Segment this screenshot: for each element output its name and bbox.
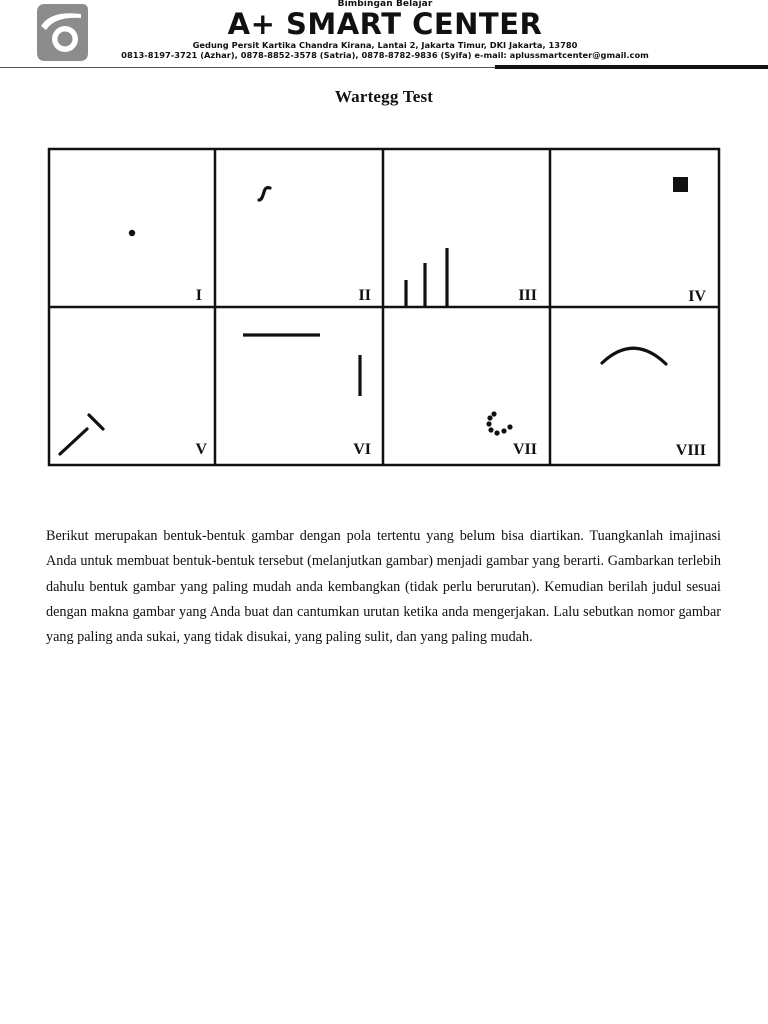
box-numeral: III — [518, 287, 537, 304]
stimulus-curve-dot — [487, 415, 492, 420]
wartegg-box-7 — [486, 411, 537, 458]
stimulus-square — [673, 177, 688, 192]
stimulus-curve-dot — [494, 430, 499, 435]
instructions-paragraph: Berikut merupakan bentuk-bentuk gambar dengan pola tertentu yang belum bisa diartikan. Tuangkanlah imajinasi Anda untuk membuat bentuk-bentuk tersebut (melanjutkan gambar) menjadi gambar yang berarti. Gambarkan terlebih dahulu bentuk gambar yang paling mudah anda kembangkan (tidak perlu berurutan). Kemudian berilah judul sesuai dengan makna gambar yang Anda buat dan cantumkan urutan ketika anda mengerjakan. Lalu sebutkan nomor gambar yang paling anda sukai, yang tidak disukai, yang paling sulit, dan yang paling mudah. — [46, 528, 721, 645]
box-numeral: IV — [688, 288, 706, 305]
box-numeral: VIII — [675, 442, 706, 459]
stimulus-curve-dot — [491, 411, 496, 416]
stimulus-curve-dot — [507, 424, 512, 429]
grid-lines — [49, 149, 719, 465]
wartegg-box-8 — [602, 348, 706, 459]
document-title: Wartegg Test — [334, 87, 434, 106]
wartegg-grid — [47, 147, 721, 467]
stimulus-s-curve — [259, 188, 270, 200]
stimulus-arc — [602, 348, 666, 364]
stimulus-long-diagonal — [60, 429, 87, 454]
letterhead-divider-accent — [495, 65, 768, 69]
wartegg-box-4 — [673, 177, 706, 305]
letterhead-tagline: Bimbingan Belajar — [337, 0, 433, 9]
letterhead — [0, 0, 768, 72]
wartegg-box-6 — [243, 335, 371, 458]
box-numeral: II — [358, 287, 371, 304]
wartegg-box-2 — [259, 188, 371, 304]
box-numeral: I — [195, 287, 202, 304]
letterhead-contact: 0813-8197-3721 (Azhar), 0878-8852-3578 (Satria), 0878-8782-9836 (Syifa) e-mail: aplussmartcenter@gmail.com — [121, 50, 649, 60]
letterhead-name: A+ SMART CENTER — [227, 7, 543, 41]
stimulus-curve-dot — [486, 421, 491, 426]
wartegg-box-1 — [129, 230, 202, 304]
letterhead-address: Gedung Persit Kartika Chandra Kirana, Lantai 2, Jakarta Timur, DKI Jakarta, 13780 — [192, 40, 578, 50]
stimulus-short-diagonal — [89, 415, 103, 429]
stimulus-dot — [129, 230, 135, 236]
stimulus-curve-dot — [501, 428, 506, 433]
wartegg-box-5 — [60, 415, 207, 458]
box-numeral: VII — [512, 441, 537, 458]
letterhead-text — [100, 0, 670, 60]
a-plus-logo-icon — [37, 4, 88, 61]
box-numeral: VI — [353, 441, 371, 458]
wartegg-box-3 — [406, 248, 537, 306]
stimulus-curve-dot — [488, 427, 493, 432]
box-numeral: V — [195, 441, 207, 458]
